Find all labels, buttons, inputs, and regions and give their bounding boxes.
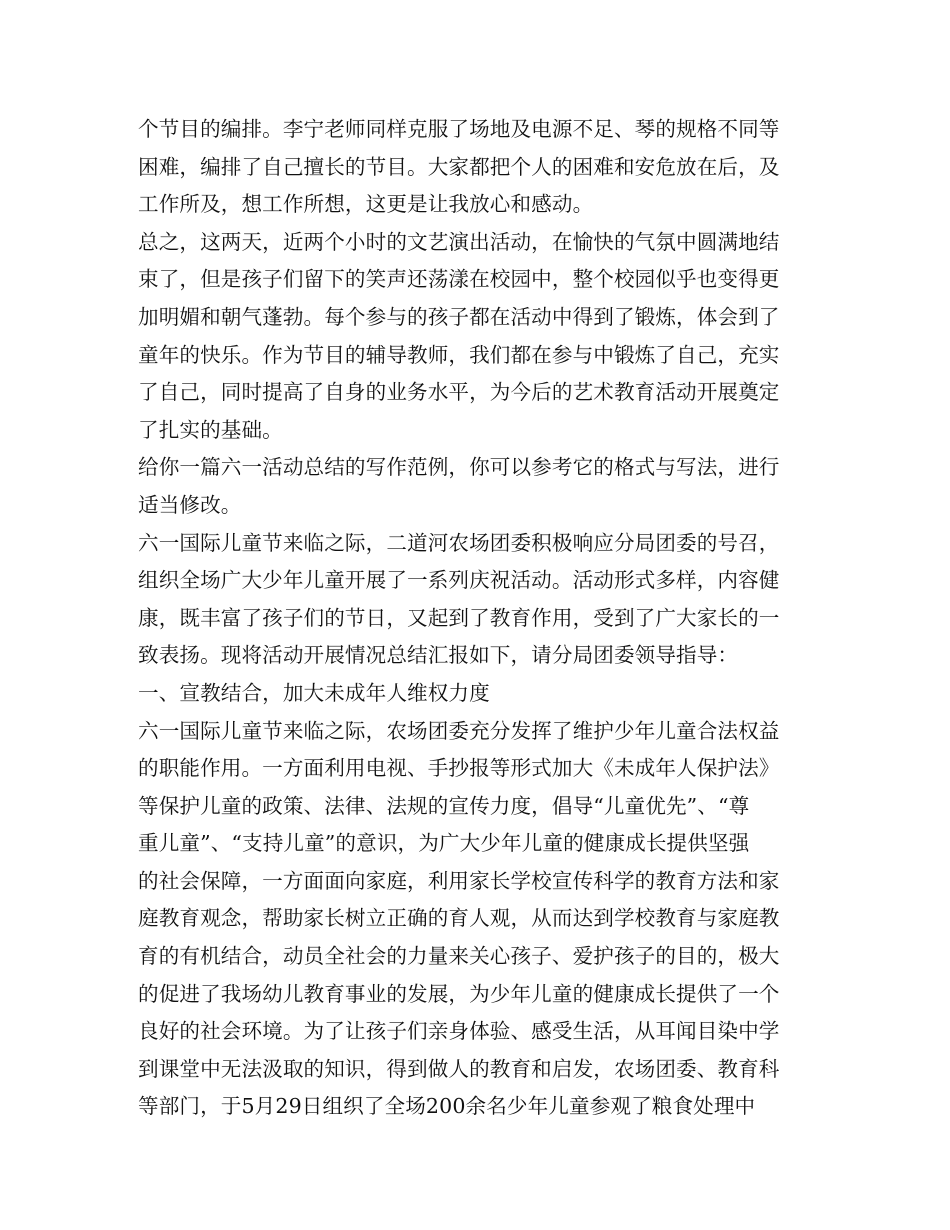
section-heading: 一、宣教结合，加大未成年人维权力度 — [138, 680, 490, 705]
text-line: 困难，编排了自己擅长的节目。大家都把个人的困难和安危放在后，及 — [138, 154, 780, 179]
text-line: 到课堂中无法汲取的知识，得到做人的教育和启发，农场团委、教育科 — [138, 1056, 780, 1081]
text-line: 的促进了我场幼儿教育事业的发展，为少年儿童的健康成长提供了一个 — [138, 981, 780, 1006]
document-body — [138, 111, 814, 1126]
text-line: 加明媚和朝气蓬勃。每个参与的孩子都在活动中得到了锻炼，体会到了 — [138, 304, 780, 329]
text-line: 工作所及，想工作所想，这更是让我放心和感动。 — [138, 192, 594, 217]
text-line: 个节目的编排。李宁老师同样克服了场地及电源不足、琴的规格不同等 — [138, 117, 780, 141]
text-line: 育的有机结合，动员全社会的力量来关心孩子、爱护孩子的目的，极大 — [138, 944, 780, 969]
text-line: 良好的社会环境。为了让孩子们亲身体验、感受生活，从耳闻目染中学 — [138, 1019, 780, 1044]
text-line: 总之，这两天，近两个小时的文艺演出活动，在愉快的气氛中圆满地结 — [138, 229, 780, 254]
text-line: 适当修改。 — [138, 492, 242, 517]
text-line: 重儿童”、“支持儿童”的意识，为广大少年儿童的健康成长提供坚强 — [138, 831, 750, 856]
text-line: 的职能作用。一方面利用电视、手抄报等形式加大《未成年人保护法》 — [138, 756, 780, 781]
text-line: 等保护儿童的政策、法律、法规的宣传力度，倡导“儿童优先”、“尊 — [138, 793, 750, 818]
text-line: 庭教育观念，帮助家长树立正确的育人观，从而达到学校教育与家庭教 — [138, 906, 780, 931]
text-line: 等部门，于5月29日组织了全场200余名少年儿童参观了粮食处理中 — [138, 1094, 756, 1119]
text-line: 给你一篇六一活动总结的写作范例，你可以参考它的格式与写法，进行 — [138, 455, 780, 480]
text-line: 束了，但是孩子们留下的笑声还荡漾在校园中，整个校园似乎也变得更 — [138, 267, 780, 292]
text-line: 六一国际儿童节来临之际，二道河农场团委积极响应分局团委的号召， — [138, 530, 780, 555]
text-line: 了自己，同时提高了自身的业务水平，为今后的艺术教育活动开展奠定 — [138, 380, 780, 405]
text-line: 康，既丰富了孩子们的节日，又起到了教育作用，受到了广大家长的一 — [138, 605, 780, 630]
text-line: 的社会保障，一方面面向家庭，利用家长学校宣传科学的教育方法和家 — [138, 868, 780, 893]
text-line: 致表扬。现将活动开展情况总结汇报如下，请分局团委领导指导： — [138, 643, 739, 668]
text-line: 了扎实的基础。 — [138, 417, 283, 442]
text-line: 六一国际儿童节来临之际，农场团委充分发挥了维护少年儿童合法权益 — [138, 718, 780, 743]
text-line: 组织全场广大少年儿童开展了一系列庆祝活动。活动形式多样，内容健 — [138, 568, 780, 593]
text-line: 童年的快乐。作为节目的辅导教师，我们都在参与中锻炼了自己，充实 — [138, 342, 780, 367]
